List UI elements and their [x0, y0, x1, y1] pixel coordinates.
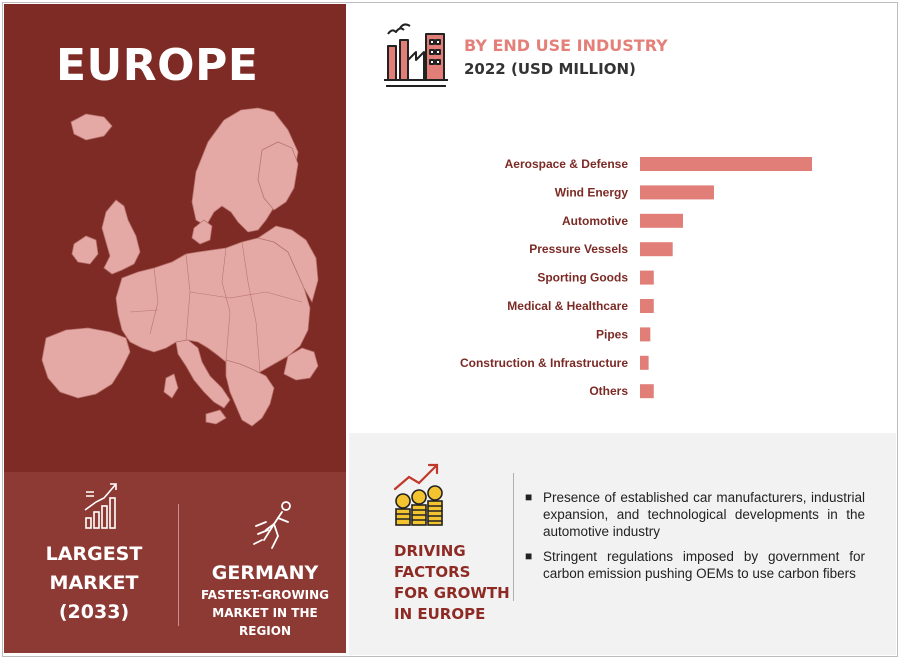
stats-divider [178, 504, 179, 626]
chart-title: BY END USE INDUSTRY [464, 36, 668, 55]
driver-bullet-text: Presence of established car manufacturers, industrial expansion, and technological developments in the automotive industry [543, 490, 865, 539]
bullet-marker: ■ [525, 490, 533, 504]
bar [640, 327, 650, 341]
category-label: Wind Energy [554, 185, 628, 200]
category-label: Pipes [595, 327, 628, 342]
category-label: Construction & Infrastructure [459, 355, 628, 370]
chart-subtitle: 2022 (USD MILLION) [464, 60, 636, 78]
drivers-bullet-list [523, 489, 865, 590]
driver-bullet-text: Stringent regulations imposed by government for carbon emission pushing OEMs to use carbon fibers [543, 549, 865, 581]
category-label: Aerospace & Defense [504, 157, 628, 171]
growth-chart-icon [82, 480, 122, 532]
bar [640, 185, 714, 199]
category-label: Pressure Vessels [529, 242, 628, 257]
end-use-bar-chart [352, 140, 896, 420]
category-label: Automotive [562, 213, 628, 228]
category-label: Medical & Healthcare [507, 299, 628, 313]
category-label: Sporting Goods [537, 270, 628, 285]
bar [640, 384, 654, 398]
driving-factors-title [394, 541, 514, 625]
fastest-line-1: FASTEST-GROWING [200, 588, 330, 602]
region-stats [4, 472, 346, 653]
largest-line-2: MARKET [49, 572, 139, 594]
bar [640, 271, 654, 285]
bar [640, 214, 683, 228]
driver-bullet [523, 548, 865, 582]
largest-line-1: LARGEST [45, 543, 143, 565]
drivers-title-line-3: FOR GROWTH [394, 584, 510, 602]
bar [640, 299, 654, 313]
drivers-title-line-4: IN EUROPE [394, 605, 486, 623]
drivers-title-line-2: FACTORS [394, 563, 471, 581]
factory-icon [382, 20, 450, 88]
bar [640, 356, 649, 370]
fastest-growing-stat [186, 560, 344, 640]
money-growth-icon [391, 459, 451, 529]
europe-map-icon [26, 102, 326, 442]
largest-line-3: (2033) [58, 601, 130, 623]
bar [640, 242, 673, 256]
driver-bullet [523, 489, 865, 540]
fastest-line-2: MARKET IN THE REGION [212, 606, 318, 638]
bar [640, 157, 812, 171]
region-title: EUROPE [56, 40, 259, 91]
runner-icon [252, 500, 298, 552]
driving-factors-panel [349, 433, 896, 655]
drivers-divider [513, 473, 514, 601]
fastest-country: GERMANY [211, 562, 319, 584]
bullet-marker: ■ [525, 549, 533, 563]
largest-market-stat [24, 540, 164, 627]
region-panel [4, 4, 346, 653]
category-label: Others [589, 384, 628, 399]
drivers-title-line-1: DRIVING [394, 542, 466, 560]
